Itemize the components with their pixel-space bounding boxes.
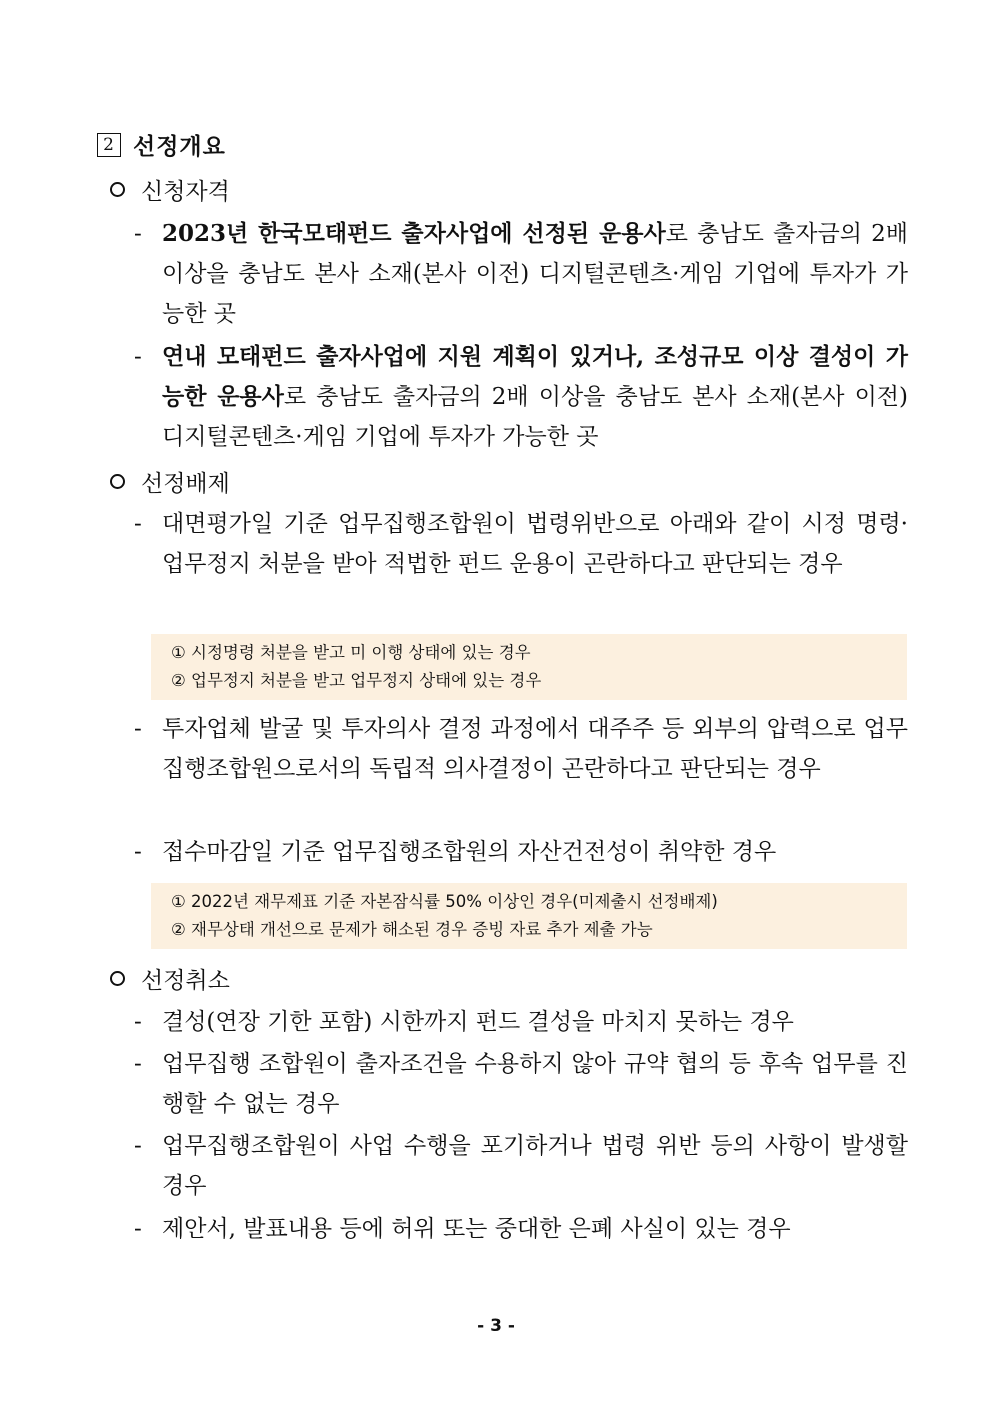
section-title-text: 선정배제 — [141, 471, 230, 497]
eligibility-item-1 — [134, 214, 908, 334]
section-title-text: 선정취소 — [141, 968, 230, 994]
cancellation-item-1 — [134, 1002, 908, 1042]
dash-bullet: - — [134, 1133, 142, 1159]
page-number: - 3 - — [477, 1316, 515, 1336]
note-line: ② 재무상태 개선으로 문제가 해소된 경우 증빙 자료 추가 제출 가능 — [171, 920, 653, 939]
eligibility-item-1-text: 로 충남도 출자금의 2배 이상을 충남도 본사 소재(본사 이전) 디지털콘텐츠·게임 기업에 투자가 가능한 곳 — [162, 221, 909, 327]
exclusion-item-3-text: 접수마감일 기준 업무집행조합원의 자산건전성이 취약한 경우 — [162, 839, 777, 865]
note-line: ① 2022년 재무제표 기준 자본잠식률 50% 이상인 경우(미제출시 선정배제) — [171, 892, 718, 911]
cancellation-item-2 — [134, 1044, 908, 1124]
dash-bullet: - — [134, 221, 142, 247]
exclusion-item-2 — [134, 709, 908, 789]
exclusion-item-1-text: 대면평가일 기준 업무집행조합원이 법령위반으로 아래와 같이 시정 명령·업무정지 처분을 받아 적법한 펀드 운용이 곤란하다고 판단되는 경우 — [162, 511, 908, 577]
dash-bullet: - — [134, 1009, 142, 1035]
dash-bullet: - — [134, 511, 142, 537]
dash-bullet: - — [134, 1051, 142, 1077]
circle-bullet-icon — [110, 474, 125, 489]
dash-bullet: - — [134, 716, 142, 742]
section-title-eligibility — [110, 173, 230, 206]
exclusion-note-box-2 — [151, 883, 907, 949]
section-heading — [97, 128, 226, 161]
heading-number-box: 2 — [97, 133, 121, 157]
eligibility-item-2-text: 로 충남도 출자금의 2배 이상을 충남도 본사 소재(본사 이전) 디지털콘텐츠·게임 기업에 투자가 가능한 곳 — [162, 384, 908, 450]
dash-bullet: - — [134, 1216, 142, 1242]
heading-title: 선정개요 — [133, 133, 226, 160]
eligibility-item-2-bold: 연내 모태펀드 출자사업에 지원 계획이 있거나, 조성규모 이상 결성이 가능한 운용사 — [162, 343, 908, 410]
note-line: ② 업무정지 처분을 받고 업무정지 상태에 있는 경우 — [171, 671, 542, 690]
exclusion-note-box-1 — [151, 634, 907, 700]
dash-bullet: - — [134, 839, 142, 865]
circle-bullet-icon — [110, 182, 125, 197]
cancellation-item-3-text: 업무집행조합원이 사업 수행을 포기하거나 법령 위반 등의 사항이 발생할 경우 — [162, 1133, 908, 1199]
exclusion-item-3 — [134, 832, 908, 872]
eligibility-item-2 — [134, 337, 908, 457]
dash-bullet: - — [134, 344, 142, 370]
section-title-cancellation — [110, 962, 230, 995]
cancellation-item-4 — [134, 1209, 908, 1249]
note-line: ① 시정명령 처분을 받고 미 이행 상태에 있는 경우 — [171, 643, 531, 662]
cancellation-item-3 — [134, 1126, 908, 1206]
cancellation-item-2-text: 업무집행 조합원이 출자조건을 수용하지 않아 규약 협의 등 후속 업무를 진행할 수 없는 경우 — [162, 1051, 908, 1117]
cancellation-item-1-text: 결성(연장 기한 포함) 시한까지 펀드 결성을 마치지 못하는 경우 — [162, 1009, 794, 1035]
exclusion-item-2-text: 투자업체 발굴 및 투자의사 결정 과정에서 대주주 등 외부의 압력으로 업무집행조합원으로서의 독립적 의사결정이 곤란하다고 판단되는 경우 — [162, 716, 908, 782]
eligibility-item-1-bold: 2023년 한국모태펀드 출자사업에 선정된 운용사 — [162, 220, 666, 247]
section-title-text: 신청자격 — [141, 179, 230, 205]
cancellation-item-4-text: 제안서, 발표내용 등에 허위 또는 중대한 은폐 사실이 있는 경우 — [162, 1216, 791, 1242]
exclusion-item-1 — [134, 504, 908, 584]
circle-bullet-icon — [110, 971, 125, 986]
section-title-exclusion — [110, 465, 230, 498]
